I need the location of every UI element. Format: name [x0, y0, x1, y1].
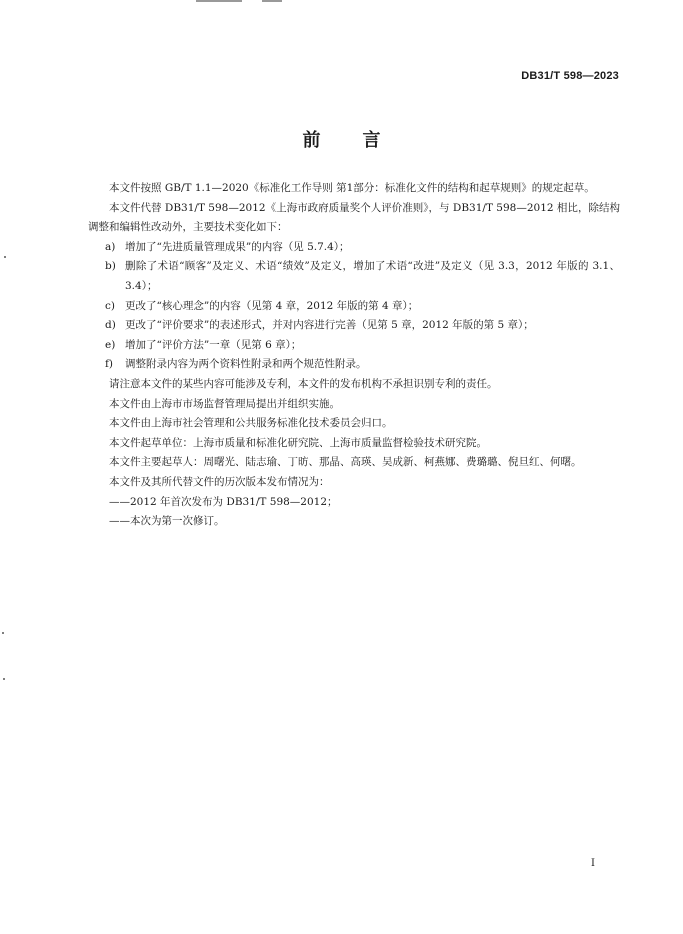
list-item: [88, 257, 620, 296]
paragraph-drafting-units: 本文件起草单位：上海市质量和标准化研究院、上海市质量监督检验技术研究院。: [109, 436, 487, 449]
paragraph-patent-notice: 请注意本文件的某些内容可能涉及专利，本文件的发布机构不承担识别专利的责任。: [109, 377, 498, 390]
list-marker: b): [105, 260, 116, 273]
paragraph-replacement: 本文件代替 DB31/T 598—2012《上海市政府质量奖个人评价准则》，与 DB31/T 598—2012 相比，除结构调整和编辑性改动外，主要技术变化如下：: [88, 201, 620, 234]
scan-artifact: [262, 0, 282, 2]
scan-speck: [3, 678, 5, 680]
paragraph-drafting-basis: 本文件按照 GB/T 1.1—2020《标准化工作导则 第1部分：标准化文件的结构和起草规则》的规定起草。: [109, 182, 595, 194]
paragraph-drafters: 本文件主要起草人：周曙光、陆志瑜、丁昉、那晶、高瑛、吴成新、柯燕娜、费璐璐、倪旦红、何曙。: [109, 456, 582, 469]
list-item-text: 删除了术语“顾客”及定义、术语“绩效”及定义，增加了术语“改进”及定义（见 3.3，2012 年版的 3.1、3.4）；: [125, 260, 620, 292]
scan-speck: [4, 256, 6, 258]
changes-list: [88, 238, 620, 375]
paragraph-proposer: 本文件由上海市市场监督管理局提出并组织实施。: [109, 397, 340, 410]
list-marker: c): [105, 299, 115, 312]
list-item-text: 调整附录内容为两个资料性附录和两个规范性附录。: [125, 358, 367, 371]
foreword-body: [88, 179, 620, 532]
history-entry: ——本次为第一次修订。: [109, 515, 225, 528]
scan-artifact: [196, 0, 242, 2]
page-number: I: [591, 858, 595, 869]
document-code: DB31/T 598—2023: [521, 70, 619, 82]
list-item: [88, 238, 620, 258]
history-entry: ——2012 年首次发布为 DB31/T 598—2012；: [109, 495, 338, 508]
list-marker: f): [105, 358, 113, 371]
list-item: [88, 336, 620, 356]
list-item: [88, 297, 620, 317]
list-marker: e): [105, 338, 116, 351]
page-title: 前言: [302, 130, 423, 151]
list-item-text: 增加了“先进质量管理成果”的内容（见 5.7.4）；: [125, 240, 350, 253]
list-marker: d): [105, 319, 116, 332]
list-item-text: 更改了“评价要求”的表述形式，并对内容进行完善（见第 5 章，2012 年版的第 5 章）；: [125, 319, 534, 332]
list-item-text: 更改了“核心理念”的内容（见第 4 章，2012 年版的第 4 章）；: [125, 299, 419, 312]
paragraph-history-intro: 本文件及其所代替文件的历次版本发布情况为：: [109, 475, 330, 488]
list-item-text: 增加了“评价方法”一章（见第 6 章）；: [125, 338, 302, 351]
list-item: [88, 355, 620, 375]
scan-speck: [2, 632, 4, 634]
list-marker: a): [105, 240, 116, 253]
list-item: [88, 316, 620, 336]
paragraph-committee: 本文件由上海市社会管理和公共服务标准化技术委员会归口。: [109, 417, 393, 430]
